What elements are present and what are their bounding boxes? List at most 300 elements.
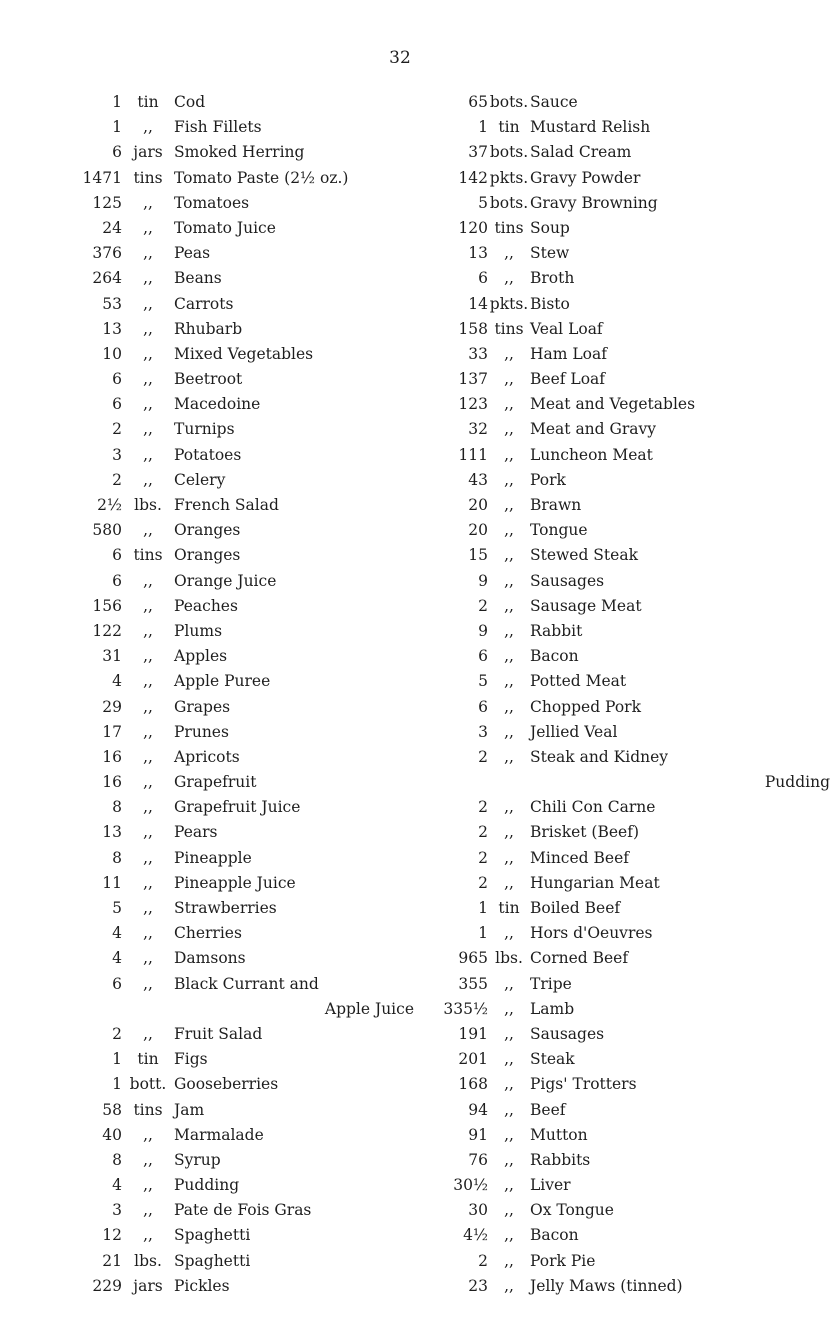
item-quantity: 1 xyxy=(478,118,488,137)
item-quantity: 37 xyxy=(468,143,488,162)
item-unit: ,, xyxy=(504,370,514,389)
item-name: Damsons xyxy=(174,949,246,968)
list-item xyxy=(428,1072,830,1097)
item-quantity: 142 xyxy=(458,168,488,187)
list-item xyxy=(80,90,414,115)
item-unit: tin xyxy=(137,1050,159,1069)
item-name: Minced Beef xyxy=(530,848,629,867)
list-item xyxy=(428,720,830,745)
item-unit: ,, xyxy=(504,269,514,288)
item-name: Gooseberries xyxy=(174,1075,279,1094)
item-name: Pickles xyxy=(174,1276,230,1295)
item-unit: ,, xyxy=(504,1100,514,1119)
item-name: Steak xyxy=(530,1050,575,1069)
list-item xyxy=(428,216,830,241)
item-unit: ,, xyxy=(504,848,514,867)
list-item xyxy=(428,594,830,619)
item-name: Broth xyxy=(530,269,575,288)
item-name: Macedoine xyxy=(174,395,261,414)
item-quantity: 31 xyxy=(102,647,122,666)
list-item xyxy=(80,1047,414,1072)
item-quantity: 376 xyxy=(92,244,122,263)
item-unit xyxy=(122,997,174,1022)
list-item xyxy=(80,619,414,644)
item-quantity: 5 xyxy=(112,899,122,917)
item-quantity: 6 xyxy=(112,546,122,565)
item-quantity xyxy=(80,997,122,1022)
item-unit: jars xyxy=(133,1276,163,1295)
item-name: Apple Puree xyxy=(174,672,271,691)
item-quantity: 58 xyxy=(102,1100,122,1119)
item-name: Apricots xyxy=(174,747,240,766)
list-item xyxy=(428,669,830,694)
item-quantity: 3 xyxy=(478,722,488,741)
item-quantity: 65 xyxy=(468,93,488,111)
item-unit: bots. xyxy=(489,143,529,162)
left-column xyxy=(80,90,414,1299)
list-item xyxy=(428,745,830,770)
item-unit: ,, xyxy=(143,1150,153,1169)
list-item xyxy=(80,795,414,820)
right-column xyxy=(428,90,830,1299)
item-name: Stewed Steak xyxy=(530,546,638,565)
item-unit: ,, xyxy=(143,521,153,540)
item-unit: ,, xyxy=(143,445,153,464)
item-name: Gravy Powder xyxy=(530,168,641,187)
item-name: Boiled Beef xyxy=(530,899,621,917)
list-item xyxy=(80,443,414,468)
item-name: Sauce xyxy=(530,93,578,111)
page-number: 32 xyxy=(389,48,411,68)
item-name: Spaghetti xyxy=(174,1226,251,1245)
item-name: Tongue xyxy=(530,521,588,540)
item-name: Potatoes xyxy=(174,445,242,464)
item-name: Tripe xyxy=(530,974,572,993)
item-unit: ,, xyxy=(143,949,153,968)
list-item xyxy=(428,367,830,392)
item-unit: ,, xyxy=(504,621,514,640)
item-unit: ,, xyxy=(504,1201,514,1220)
list-item xyxy=(80,720,414,745)
item-quantity: 4 xyxy=(112,1176,122,1195)
item-unit: ,, xyxy=(143,798,153,817)
item-unit: ,, xyxy=(504,1150,514,1169)
list-item xyxy=(428,342,830,367)
list-item xyxy=(80,216,414,241)
item-name: Rabbit xyxy=(530,621,583,640)
item-name: Mutton xyxy=(530,1125,588,1144)
item-quantity: 8 xyxy=(112,848,122,867)
item-unit: ,, xyxy=(143,571,153,590)
item-quantity: 120 xyxy=(458,218,488,237)
item-quantity: 5 xyxy=(478,672,488,691)
item-quantity: 6 xyxy=(112,143,122,162)
item-unit: tins xyxy=(133,546,163,565)
item-quantity: 137 xyxy=(458,370,488,389)
item-unit: ,, xyxy=(504,395,514,414)
item-name: Tomato Paste (2½ oz.) xyxy=(174,168,349,187)
item-unit: ,, xyxy=(504,873,514,892)
list-item xyxy=(428,191,830,216)
item-name: Potted Meat xyxy=(530,672,627,691)
item-name: Jam xyxy=(174,1100,205,1119)
item-unit: jars xyxy=(133,143,163,162)
list-item xyxy=(428,1173,830,1198)
item-name: Brisket (Beef) xyxy=(530,823,639,842)
item-name: Orange Juice xyxy=(174,571,277,590)
list-item xyxy=(428,543,830,568)
list-item xyxy=(428,1198,830,1223)
item-unit: lbs. xyxy=(495,949,523,968)
item-unit: ,, xyxy=(143,697,153,716)
item-unit: ,, xyxy=(504,244,514,263)
item-unit: ,, xyxy=(504,420,514,439)
item-unit: ,, xyxy=(143,873,153,892)
item-unit: ,, xyxy=(504,1276,514,1295)
list-item xyxy=(80,342,414,367)
item-unit: ,, xyxy=(504,647,514,666)
item-quantity: 33 xyxy=(468,344,488,363)
list-item xyxy=(428,896,830,921)
item-unit: ,, xyxy=(504,521,514,540)
list-item xyxy=(428,443,830,468)
item-unit: ,, xyxy=(504,445,514,464)
item-quantity: 6 xyxy=(112,395,122,414)
item-unit: tins xyxy=(494,319,524,338)
list-item xyxy=(428,493,830,518)
item-quantity: 335½ xyxy=(443,999,488,1018)
item-unit: ,, xyxy=(504,823,514,842)
item-quantity: 1471 xyxy=(82,168,122,187)
item-quantity: 2 xyxy=(478,747,488,766)
item-unit: ,, xyxy=(143,773,153,792)
item-unit: ,, xyxy=(143,672,153,691)
item-name: Turnips xyxy=(174,420,235,439)
item-unit: ,, xyxy=(143,118,153,137)
item-quantity: 94 xyxy=(468,1100,488,1119)
item-unit: ,, xyxy=(504,571,514,590)
item-name: Pudding xyxy=(174,1176,240,1195)
item-unit: bott. xyxy=(129,1075,167,1094)
list-item xyxy=(80,1198,414,1223)
item-unit: ,, xyxy=(504,747,514,766)
item-quantity: 23 xyxy=(468,1276,488,1295)
list-item xyxy=(80,140,414,165)
item-unit: ,, xyxy=(504,546,514,565)
item-name: Grapefruit Juice xyxy=(174,798,301,817)
item-name: Tomatoes xyxy=(174,193,250,212)
list-item xyxy=(80,946,414,971)
item-unit: ,, xyxy=(504,974,514,993)
item-name: Hungarian Meat xyxy=(530,873,660,892)
list-item xyxy=(428,619,830,644)
item-quantity: 1 xyxy=(112,118,122,137)
item-unit: ,, xyxy=(504,596,514,615)
list-item xyxy=(428,417,830,442)
item-name: Pigs' Trotters xyxy=(530,1075,637,1094)
item-quantity: 40 xyxy=(102,1125,122,1144)
item-quantity: 43 xyxy=(468,470,488,489)
item-name: Beef Loaf xyxy=(530,370,606,389)
item-quantity: 1 xyxy=(478,924,488,943)
item-quantity: 2 xyxy=(478,1251,488,1270)
item-quantity: 191 xyxy=(458,1024,488,1043)
item-quantity: 156 xyxy=(92,596,122,615)
item-name: Pork xyxy=(530,470,566,489)
list-item xyxy=(428,1098,830,1123)
item-quantity: 2 xyxy=(478,823,488,842)
list-item xyxy=(428,921,830,946)
item-unit: ,, xyxy=(504,722,514,741)
item-name: Meat and Gravy xyxy=(530,420,657,439)
list-item xyxy=(428,317,830,342)
item-quantity: 6 xyxy=(112,370,122,389)
item-quantity: 4 xyxy=(112,672,122,691)
item-quantity: 123 xyxy=(458,395,488,414)
list-item xyxy=(428,266,830,291)
list-item xyxy=(80,1173,414,1198)
list-item xyxy=(80,1098,414,1123)
item-name: Carrots xyxy=(174,294,234,313)
item-name: Fruit Salad xyxy=(174,1024,263,1043)
item-quantity: 14 xyxy=(468,294,488,313)
item-unit: ,, xyxy=(504,1176,514,1195)
item-unit: ,, xyxy=(504,672,514,691)
list-item xyxy=(80,1249,414,1274)
item-unit: ,, xyxy=(504,1024,514,1043)
item-quantity: 10 xyxy=(102,344,122,363)
list-item xyxy=(80,518,414,543)
list-item xyxy=(428,770,830,795)
list-item xyxy=(80,1223,414,1248)
item-name: Bacon xyxy=(530,647,579,666)
list-item xyxy=(428,644,830,669)
item-name: Meat and Vegetables xyxy=(530,395,696,414)
list-item xyxy=(80,820,414,845)
item-unit: ,, xyxy=(143,596,153,615)
list-item xyxy=(428,1274,830,1299)
list-item xyxy=(80,770,414,795)
item-name: Sausages xyxy=(530,571,605,590)
list-item xyxy=(80,292,414,317)
list-item xyxy=(428,140,830,165)
list-item xyxy=(80,594,414,619)
item-name: Pineapple xyxy=(174,848,252,867)
list-item xyxy=(80,1274,414,1299)
item-name: Plums xyxy=(174,621,223,640)
item-name: Brawn xyxy=(530,496,582,514)
item-name: Rabbits xyxy=(530,1150,591,1169)
item-unit: ,, xyxy=(504,1050,514,1069)
item-name: French Salad xyxy=(174,496,279,514)
item-quantity: 965 xyxy=(458,949,488,968)
item-quantity: 4 xyxy=(112,924,122,943)
item-name: Liver xyxy=(530,1176,571,1195)
item-unit: tin xyxy=(498,899,520,917)
item-unit: ,, xyxy=(143,823,153,842)
item-name: Cod xyxy=(174,93,206,111)
item-name: Gravy Browning xyxy=(530,193,658,212)
item-unit: tins xyxy=(494,218,524,237)
item-quantity xyxy=(428,770,488,795)
item-unit: bots. xyxy=(489,193,529,212)
list-item xyxy=(80,695,414,720)
item-quantity: 30½ xyxy=(453,1176,488,1195)
item-quantity: 8 xyxy=(112,798,122,817)
item-name: Peas xyxy=(174,244,211,263)
item-name: Pears xyxy=(174,823,218,842)
item-name: Corned Beef xyxy=(530,949,629,968)
list-item xyxy=(80,1148,414,1173)
item-unit: ,, xyxy=(504,798,514,817)
item-unit: ,, xyxy=(143,344,153,363)
item-name: Ox Tongue xyxy=(530,1201,614,1220)
item-unit: ,, xyxy=(143,294,153,313)
item-unit: ,, xyxy=(143,1024,153,1043)
list-item xyxy=(428,820,830,845)
list-item xyxy=(80,367,414,392)
item-unit: ,, xyxy=(504,1125,514,1144)
list-item xyxy=(80,972,414,997)
list-item xyxy=(428,997,830,1022)
list-item xyxy=(80,644,414,669)
item-name: Jellied Veal xyxy=(530,722,618,741)
item-unit: ,, xyxy=(504,470,514,489)
item-unit: ,, xyxy=(143,1201,153,1220)
item-quantity: 2 xyxy=(112,1024,122,1043)
list-item xyxy=(80,997,414,1022)
item-quantity: 15 xyxy=(468,546,488,565)
list-item xyxy=(80,392,414,417)
list-item xyxy=(428,518,830,543)
list-item xyxy=(428,795,830,820)
item-quantity: 2 xyxy=(478,596,488,615)
item-name: Oranges xyxy=(174,546,241,565)
item-name: Tomato Juice xyxy=(174,218,276,237)
item-unit: ,, xyxy=(143,1176,153,1195)
list-item xyxy=(428,392,830,417)
list-item xyxy=(428,1223,830,1248)
item-name: Chopped Pork xyxy=(530,697,641,716)
item-quantity: 12 xyxy=(102,1226,122,1245)
list-item xyxy=(80,317,414,342)
item-unit: ,, xyxy=(143,420,153,439)
item-quantity: 53 xyxy=(102,294,122,313)
list-item xyxy=(80,241,414,266)
list-item xyxy=(428,972,830,997)
item-name: Soup xyxy=(530,218,570,237)
item-name: Sausage Meat xyxy=(530,596,642,615)
item-quantity: 30 xyxy=(468,1201,488,1220)
item-unit: ,, xyxy=(143,747,153,766)
item-name: Spaghetti xyxy=(174,1251,251,1270)
item-quantity: 29 xyxy=(102,697,122,716)
item-quantity: 2 xyxy=(478,848,488,867)
list-item xyxy=(428,241,830,266)
item-quantity: 2 xyxy=(478,873,488,892)
item-name: Pineapple Juice xyxy=(174,873,296,892)
list-item xyxy=(80,543,414,568)
item-unit: ,, xyxy=(143,1226,153,1245)
list-item xyxy=(428,946,830,971)
item-name: Fish Fillets xyxy=(174,118,262,137)
item-quantity: 355 xyxy=(458,974,488,993)
list-item xyxy=(80,493,414,518)
item-quantity: 158 xyxy=(458,319,488,338)
item-unit: ,, xyxy=(504,496,514,514)
item-quantity: 1 xyxy=(112,1050,122,1069)
item-quantity: 4 xyxy=(112,949,122,968)
item-name: Sausages xyxy=(530,1024,605,1043)
item-name: Pudding xyxy=(764,773,830,792)
list-item xyxy=(80,669,414,694)
item-name: Cherries xyxy=(174,924,242,943)
list-item xyxy=(80,417,414,442)
list-item xyxy=(428,166,830,191)
item-unit: ,, xyxy=(504,1251,514,1270)
item-name: Pork Pie xyxy=(530,1251,596,1270)
item-unit: ,, xyxy=(143,218,153,237)
item-quantity: 20 xyxy=(468,496,488,514)
item-name: Rhubarb xyxy=(174,319,243,338)
list-item xyxy=(80,166,414,191)
list-item xyxy=(80,1022,414,1047)
list-item xyxy=(428,846,830,871)
item-quantity: 201 xyxy=(458,1050,488,1069)
item-quantity: 24 xyxy=(102,218,122,237)
item-unit: lbs. xyxy=(134,496,162,514)
item-name: Stew xyxy=(530,244,570,263)
item-unit: ,, xyxy=(143,319,153,338)
item-quantity: 580 xyxy=(92,521,122,540)
list-item xyxy=(80,1072,414,1097)
item-unit: ,, xyxy=(143,621,153,640)
item-quantity: 13 xyxy=(468,244,488,263)
item-unit: ,, xyxy=(143,470,153,489)
item-quantity: 17 xyxy=(102,722,122,741)
item-quantity: 9 xyxy=(478,621,488,640)
item-quantity: 6 xyxy=(478,647,488,666)
item-unit: bots. xyxy=(489,93,529,111)
item-name: Ham Loaf xyxy=(530,344,607,363)
list-item xyxy=(428,1123,830,1148)
list-item xyxy=(80,468,414,493)
item-unit: ,, xyxy=(504,344,514,363)
item-unit: ,, xyxy=(504,999,514,1018)
list-item xyxy=(428,1022,830,1047)
list-item xyxy=(428,871,830,896)
item-quantity: 8 xyxy=(112,1150,122,1169)
item-quantity: 111 xyxy=(458,445,488,464)
list-item xyxy=(80,896,414,921)
item-quantity: 16 xyxy=(102,773,122,792)
item-quantity: 91 xyxy=(468,1125,488,1144)
item-name: Grapes xyxy=(174,697,231,716)
item-unit: ,, xyxy=(143,193,153,212)
item-unit: ,, xyxy=(143,722,153,741)
item-quantity: 229 xyxy=(92,1276,122,1295)
item-quantity: 1 xyxy=(112,93,122,111)
list-item xyxy=(80,921,414,946)
item-unit: ,, xyxy=(504,1226,514,1245)
item-quantity: 6 xyxy=(478,697,488,716)
item-quantity: 2 xyxy=(112,470,122,489)
item-quantity: 3 xyxy=(112,445,122,464)
item-unit: lbs. xyxy=(134,1251,162,1270)
item-unit: ,, xyxy=(143,899,153,917)
item-quantity: 125 xyxy=(92,193,122,212)
item-unit: ,, xyxy=(143,370,153,389)
